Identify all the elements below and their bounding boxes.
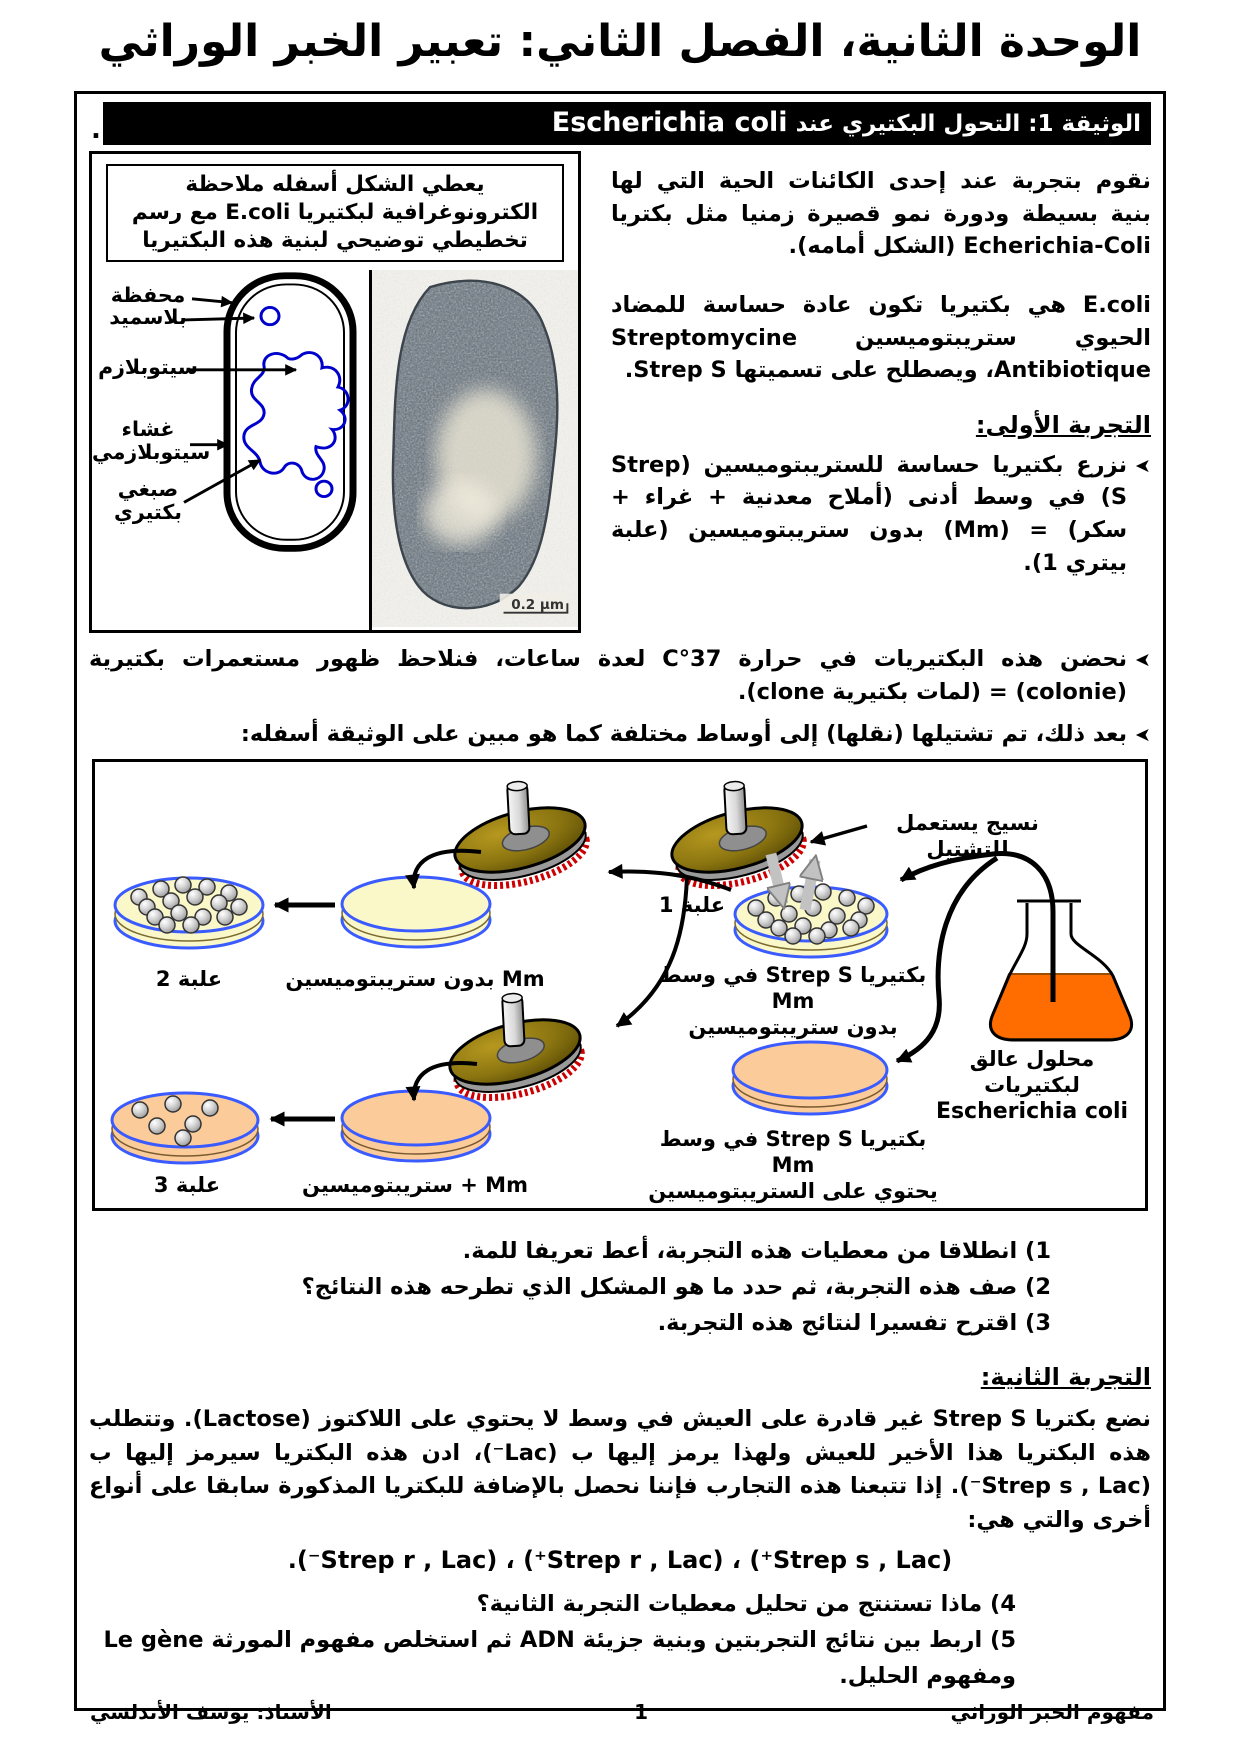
dish1-label: علبة 1 (658, 892, 726, 917)
flask-caption (923, 1046, 1141, 1126)
experiment2-paragraph: نضع بكتريا Strep S غير قادرة على العيش في وسط لا يحتوي على اللاكتوز (Lactose). وتتطلب هذه البكتريا هذا الأخير للعيش ولهذا يرمز إليها ب (Lac⁻)، ادن هذه البكتريا سيرمز إليها ب (Strep s , Lac⁻). إذا تتبعنا هذه التجارب فإننا نحصل بالإضافة للبكتريا المذكورة سابقا على أنواع أخرى والتي هي: (89, 1405, 1151, 1534)
capsule-outline (227, 276, 353, 549)
experiment2-heading: التجربة الثانية: (980, 1362, 1151, 1391)
replica-stamp-bottom (435, 977, 591, 1110)
dish1-caption-line1: بكتيريا Strep S في وسط Mm (659, 962, 927, 1014)
bullet-arrow-icon: ➤ (1135, 724, 1151, 747)
petri-dish-mm-with (342, 1091, 490, 1161)
question-5: 5) اربط بين نتائج التجربتين وبنية جزيئة ADN ثم استخلص مفهوم المورثة Le gène ومفهوم الحليل. (103, 1626, 1016, 1689)
ecoli-figure-box (89, 151, 581, 633)
footer-teacher-name: الأستاذ: يوسف الأندلسي (90, 1700, 332, 1724)
flask-caption-line1: محلول عالق لبكتيريات (969, 1046, 1095, 1098)
top-row (89, 151, 1151, 633)
bullet-arrow-icon: ➤ (1135, 454, 1151, 477)
experiment1-bullets-full (89, 643, 1151, 751)
stamp-label-arrow (811, 826, 867, 842)
experiment1-heading: التجربة الأولى: (975, 410, 1151, 439)
footer-lesson-title: مفهوم الخبر الوراثي (950, 1700, 1154, 1724)
label-membrane-line1: غشاء (121, 416, 175, 441)
replica-stamp-right (657, 765, 813, 898)
dish1-caption (645, 962, 941, 1041)
page-footer (90, 1700, 1154, 1724)
dish3-label: علبة 3 (153, 1172, 221, 1197)
document-1-title-species: Escherichia coli (551, 107, 788, 138)
label-plasmid: بلاسميد (109, 304, 187, 329)
questions-4-5 (89, 1586, 1016, 1694)
replica-plating-diagram (92, 759, 1148, 1211)
dish2-label: علبة 2 (155, 966, 223, 991)
label-chromosome-line1: صبغي (117, 476, 179, 501)
document-1-title-text: الوثيقة 1: التحول البكتيري عند (787, 111, 1141, 137)
question-4: 4) ماذا تستنتج من تحليل معطيات التجربة الثانية؟ (476, 1590, 1016, 1617)
micrograph-image (372, 270, 578, 627)
document-1-title-bar (103, 102, 1151, 145)
scale-bar-label: 0.2 μm (511, 597, 564, 613)
bullet-text: نحضن هذه البكتيريات في حرارة 37°C لعدة ساعات، فنلاحظ ظهور مستعمرات بكتيرية (colonie) = (لمات بكتيرية clone). (89, 645, 1128, 705)
midtop-caption: Mm بدون ستريبتوميسين (285, 966, 545, 991)
questions-1-3 (89, 1233, 1051, 1341)
figure-caption: يعطي الشكل أسفله ملاحظة الكترونوغرافية لبكتيريا E.coli مع رسم تخطيطي توضيحي لبنية هذه البكتيريا (106, 164, 564, 262)
erlenmeyer-flask (990, 901, 1131, 1040)
bacterium-schematic (92, 270, 369, 630)
flask-caption-line2: Escherichia coli (935, 1099, 1129, 1125)
dish1-caption-line2: بدون ستريبتوميسين (688, 1015, 898, 1040)
midbottom-caption: Mm + ستريبتوميسين (302, 1172, 528, 1197)
replica-stamp-left (440, 765, 596, 898)
intro-paragraph-1: نقوم بتجربة عند إحدى الكائنات الحية التي لها بنية بسيطة ودورة نمو قصيرة زمنيا مثل بكتريا Echerichia-Coli (الشكل أمامه). (611, 168, 1151, 260)
intro-paragraph-2: E.coli هي بكتيريا تكون عادة حساسة للمضاد الحيوي ستريبتوميسين Streptomycine Antibiotique، ويصطلح على تسميتها Strep S. (611, 291, 1151, 384)
label-chromosome (92, 478, 204, 525)
label-membrane-line2: سيتوبلازمي (92, 440, 211, 465)
bullet-arrow-icon: ➤ (1135, 648, 1151, 671)
dish4-caption (645, 1126, 941, 1205)
petri-dish-2 (115, 877, 263, 948)
question-3: 3) اقترح تفسيرا لنتائج هذه التجربة. (657, 1309, 1051, 1336)
bullet-text: بعد ذلك، تم تشتيلها (نقلها) إلى أوساط مختلفة كما هو مبين على الوثيقة أسفله: (240, 721, 1128, 748)
label-chromosome-line2: بكتيري (114, 500, 182, 525)
label-capsule: محفظة (110, 282, 186, 307)
experiment1-bullet-1 (611, 449, 1151, 580)
footer-page-number: 1 (634, 1700, 649, 1724)
intro-column (611, 151, 1151, 579)
bullet-text: نزرع بكتيريا حساسة للستريبتوميسين (Strep S) في وسط أدنى (أملاح معدنية + غراء + سكر) = (Mm) بدون ستريبتوميسين (علبة بيتري 1). (611, 451, 1128, 576)
figure-body (92, 270, 578, 630)
dish4-caption-line1: بكتيريا Strep S في وسط Mm (659, 1126, 927, 1178)
question-2: 2) صف هذه التجربة، ثم حدد ما هو المشكل الذي تطرحه هذه النتائج؟ (301, 1273, 1051, 1300)
label-membrane (92, 416, 211, 465)
electron-micrograph (369, 270, 578, 630)
dish4-caption-line2: يحتوي على الستريبتوميسين (648, 1179, 938, 1204)
question-1: 1) انطلاقا من معطيات هذه التجربة، أعط تعريفا للمة. (462, 1237, 1051, 1264)
petri-dish-3 (112, 1093, 258, 1163)
petri-dish-4 (733, 1042, 887, 1114)
document-1-title-period: . (91, 115, 101, 146)
bacteria-types-line: (Strep s , Lac⁺) ، (Strep r , Lac⁺) ، (Strep r , Lac⁻). (287, 1545, 953, 1574)
experiment1-bullet-3 (89, 718, 1151, 751)
page-title: الوحدة الثانية، الفصل الثاني: تعبير الخبر الوراثي (98, 16, 1142, 67)
document-1-box (74, 91, 1166, 1711)
stamp-label: نسيج يستعمل للتشتيل (896, 810, 1039, 862)
experiment1-bullet-2 (89, 643, 1151, 708)
petri-dish-mm-without (342, 877, 490, 947)
label-cytoplasm: سيتوبلازم (98, 354, 198, 379)
document-1-header (89, 102, 1151, 145)
